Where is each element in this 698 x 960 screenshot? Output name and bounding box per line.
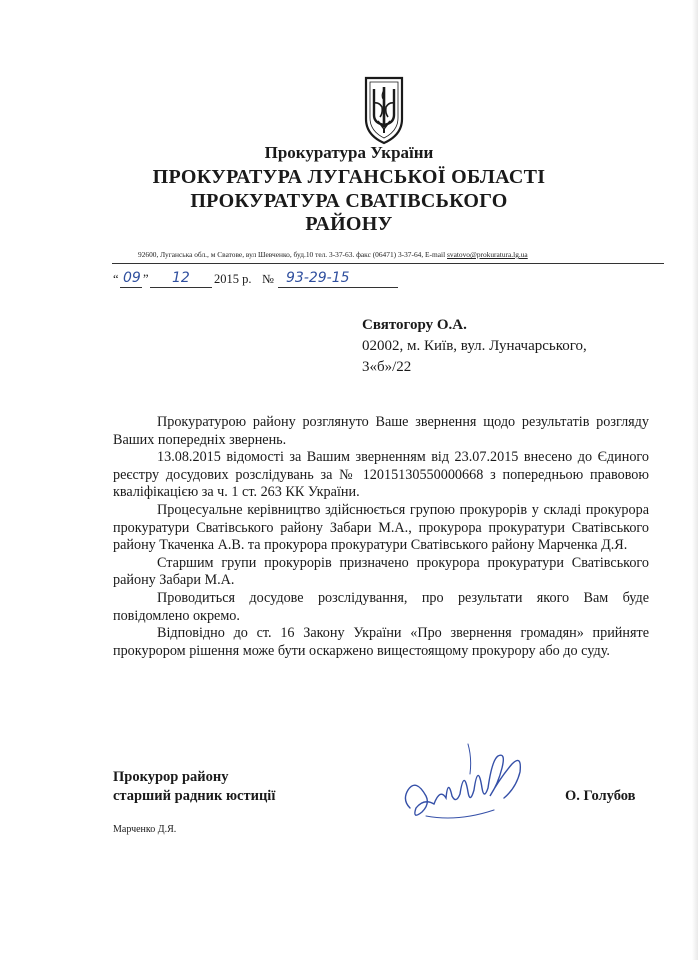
trident-coat-of-arms-icon xyxy=(362,75,406,145)
signer-name: О. Голубов xyxy=(565,788,636,804)
body-paragraph: Процесуальне керівництво здійснюється групою прокурорів у складі прокурора прокуратури Сватівського району Забари М.А., прокурора прокуратури Сватівського району Ткаченка А.В. та прокурора прокуратури Сватівського району Марченка Д.Я. xyxy=(113,501,649,554)
recipient-address-line1: 02002, м. Київ, вул. Луначарського, xyxy=(362,338,587,354)
body-paragraph: Старшим групи прокурорів призначено прокурора прокуратури Сватівського району Забари М.А. xyxy=(113,554,649,589)
body-paragraph: Відповідно до ст. 16 Закону України «Про звернення громадян» прийняте прокурором рішення може бути оскаржено вищестоящому прокурору або до суду. xyxy=(113,625,649,659)
outgoing-day: 09 xyxy=(123,270,141,286)
body-paragraph: Прокуратурою району розглянуто Ваше звернення щодо результатів розгляду Ваших попередніх звернень. xyxy=(113,414,649,448)
header-divider xyxy=(112,263,664,264)
date-open-quote: “ xyxy=(113,272,119,286)
recipient-address-line2: 3«б»/22 xyxy=(362,359,412,375)
letter-body xyxy=(113,414,649,660)
outgoing-year: 2015 р. xyxy=(214,272,252,286)
recipient-name: Святогору О.А. xyxy=(362,317,467,333)
header-title-line3: РАЙОНУ xyxy=(305,213,393,235)
handwritten-signature-icon xyxy=(398,738,534,826)
day-underline xyxy=(120,287,142,288)
header-title-line2: ПРОКУРАТУРА СВАТІВСЬКОГО xyxy=(190,190,508,212)
header-address-line xyxy=(138,250,658,259)
month-underline xyxy=(150,287,212,288)
scan-edge-shadow xyxy=(692,0,698,960)
number-underline xyxy=(278,287,398,288)
date-close-quote: ” xyxy=(143,272,149,286)
header-title-line1: ПРОКУРАТУРА ЛУГАНСЬКОЇ ОБЛАСТІ xyxy=(152,166,546,188)
header-address: 92600, Луганська обл., м Сватове, вул Шевченко, буд.10 тел. 3-37-63. факс (06471) 3-37-64, E-mail xyxy=(138,250,446,259)
header-email-link[interactable]: svatovo@prokuratura.lg.ua xyxy=(447,250,528,259)
signer-rank: старший радник юстиції xyxy=(113,788,276,804)
outgoing-month: 12 xyxy=(172,270,190,286)
outgoing-number: 93-29-15 xyxy=(286,270,350,286)
body-paragraph: 13.08.2015 відомості за Вашим зверненням від 23.07.2015 внесено до Єдиного реєстру досудових розслідувань за № 12015130550000668 з попередньою правовою кваліфікацією за ч. 1 ст. 263 КК України. xyxy=(113,449,649,501)
body-paragraph: Проводиться досудове розслідування, про результати якого Вам буде повідомлено окремо. xyxy=(113,589,649,624)
outgoing-number-label: № xyxy=(262,272,274,286)
header-subtitle: Прокуратура України xyxy=(264,143,434,162)
signer-position: Прокурор району xyxy=(113,769,229,785)
executor-name: Марченко Д.Я. xyxy=(113,824,177,835)
